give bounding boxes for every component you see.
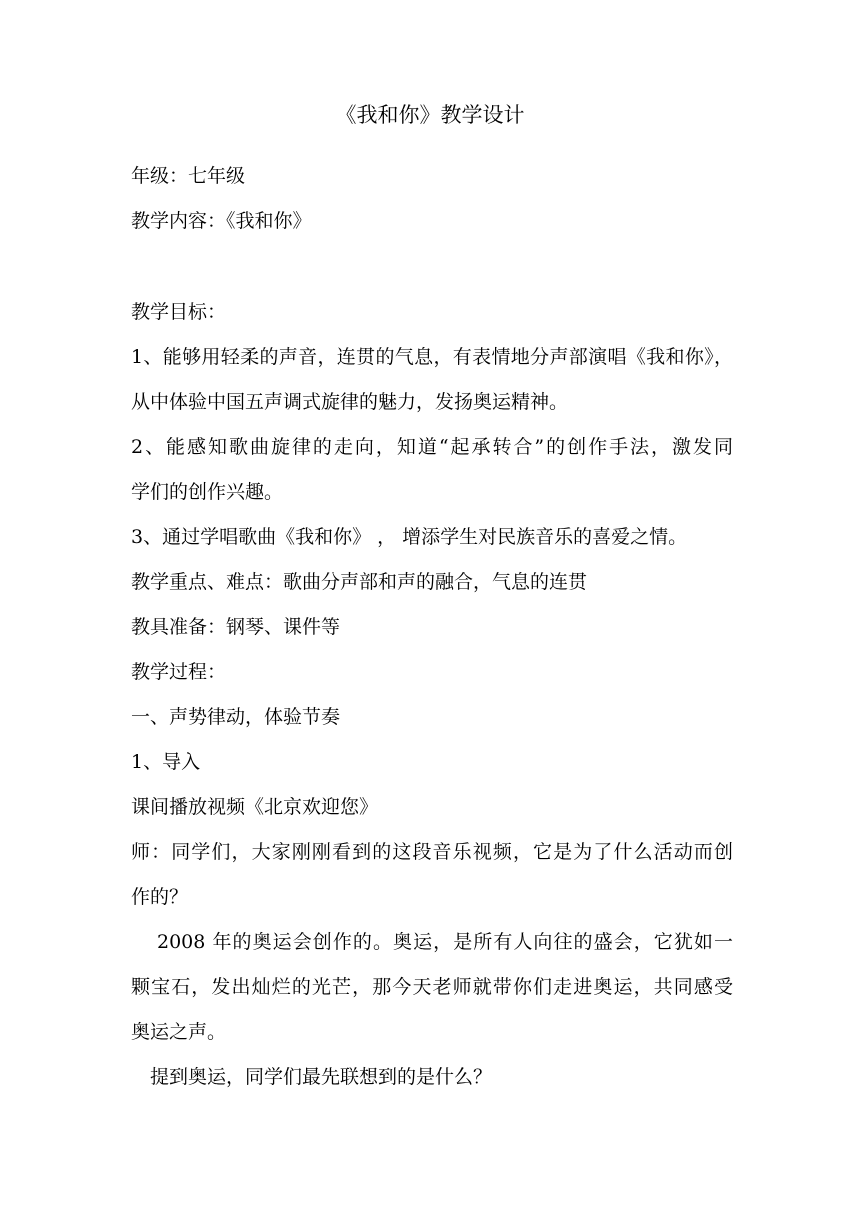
- document-title: 《我和你》教学设计: [335, 103, 525, 127]
- teacher-question-line-2: 作的？: [131, 886, 189, 908]
- grade-line: 年级：七年级: [131, 165, 246, 187]
- teaching-aids-line: 教具准备：钢琴、课件等: [131, 616, 341, 638]
- objectives-heading: 教学目标：: [131, 301, 227, 323]
- key-points-line: 教学重点、难点：歌曲分声部和声的融合，气息的连贯: [131, 571, 588, 593]
- objective-1-line-1: 1、能够用轻柔的声音，连贯的气息，有表情地分声部演唱《我和你》，: [131, 346, 733, 368]
- answer-paragraph-line-3: 奥运之声。: [131, 1021, 227, 1043]
- objective-2-line-2: 学们的创作兴趣。: [131, 481, 284, 503]
- video-line: 课间播放视频《北京欢迎您》: [131, 796, 379, 818]
- objective-3-line: 3、通过学唱歌曲《我和你》 ， 增添学生对民族音乐的喜爱之情。: [131, 526, 688, 548]
- content-line: 教学内容：《我和你》: [131, 210, 312, 232]
- section-one-heading: 一、声势律动，体验节奏: [131, 706, 341, 728]
- intro-subheading: 1、导入: [131, 751, 201, 773]
- follow-up-question-line: 提到奥运，同学们最先联想到的是什么？: [150, 1066, 493, 1088]
- teacher-question-line-1: 师：同学们，大家刚刚看到的这段音乐视频，它是为了什么活动而创: [131, 841, 733, 863]
- objective-2-line-1: 2、能感知歌曲旋律的走向，知道“起承转合”的创作手法，激发同: [131, 436, 733, 458]
- answer-paragraph-line-2: 颗宝石，发出灿烂的光芒，那今天老师就带你们走进奥运，共同感受: [131, 976, 733, 998]
- process-heading: 教学过程：: [131, 661, 227, 683]
- objective-1-line-2: 从中体验中国五声调式旋律的魅力，发扬奥运精神。: [131, 391, 569, 413]
- answer-paragraph-line-1: 2008 年的奥运会创作的。奥运，是所有人向往的盛会，它犹如一: [157, 931, 733, 953]
